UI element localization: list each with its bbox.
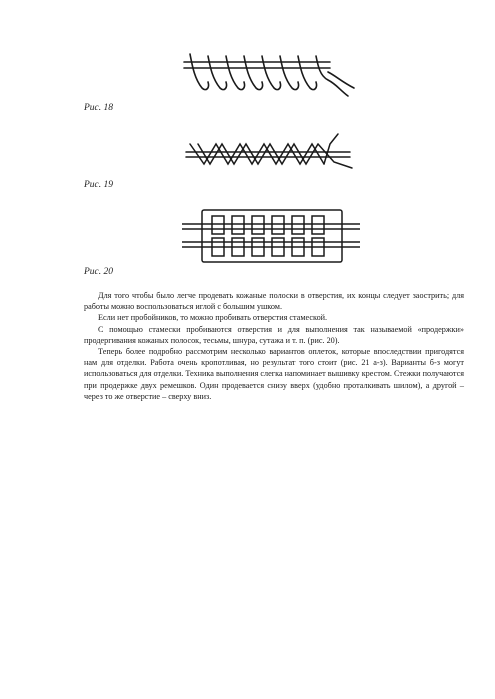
paragraph-3: С помощью стамески пробиваются отверстия и для выполнения так называемой «продержки» продергивания кожаных полосок, тесьмы, шнура, сутажа и т. п. (рис. 20). xyxy=(84,324,464,345)
figure-20-illustration xyxy=(180,206,360,266)
paragraph-1: Для того чтобы было легче продевать кожаные полоски в отверстия, их концы следует заострить; для работы можно воспользоваться иглой с большим ушком. xyxy=(84,291,464,312)
figure-19-caption: Рис. 19 xyxy=(84,180,114,190)
paragraph-4: Теперь более подробно рассмотрим несколько вариантов оплеток, которые впоследствии пригодятся нам для отделки. Работа очень кропотливая, но результат того стоит (рис. 21 а-з). Варианты б-з могут использоваться для отделки. Техника выполнения слегка напоминает вышивку крестом. Стежки получаются при продержке двух ремешков. Один продевается снизу вверх (удобно проталкивать шилом), а другой – через то же отверстие – сверху вниз. xyxy=(84,347,464,401)
body-text xyxy=(84,290,464,402)
figure-20-caption: Рис. 20 xyxy=(84,267,114,277)
figure-18-illustration xyxy=(180,48,360,103)
figure-18-caption: Рис. 18 xyxy=(84,103,114,113)
paragraph-2: Если нет пробойников, то можно пробивать отверстия стамеской. xyxy=(98,313,328,323)
figure-19-illustration xyxy=(180,130,360,175)
